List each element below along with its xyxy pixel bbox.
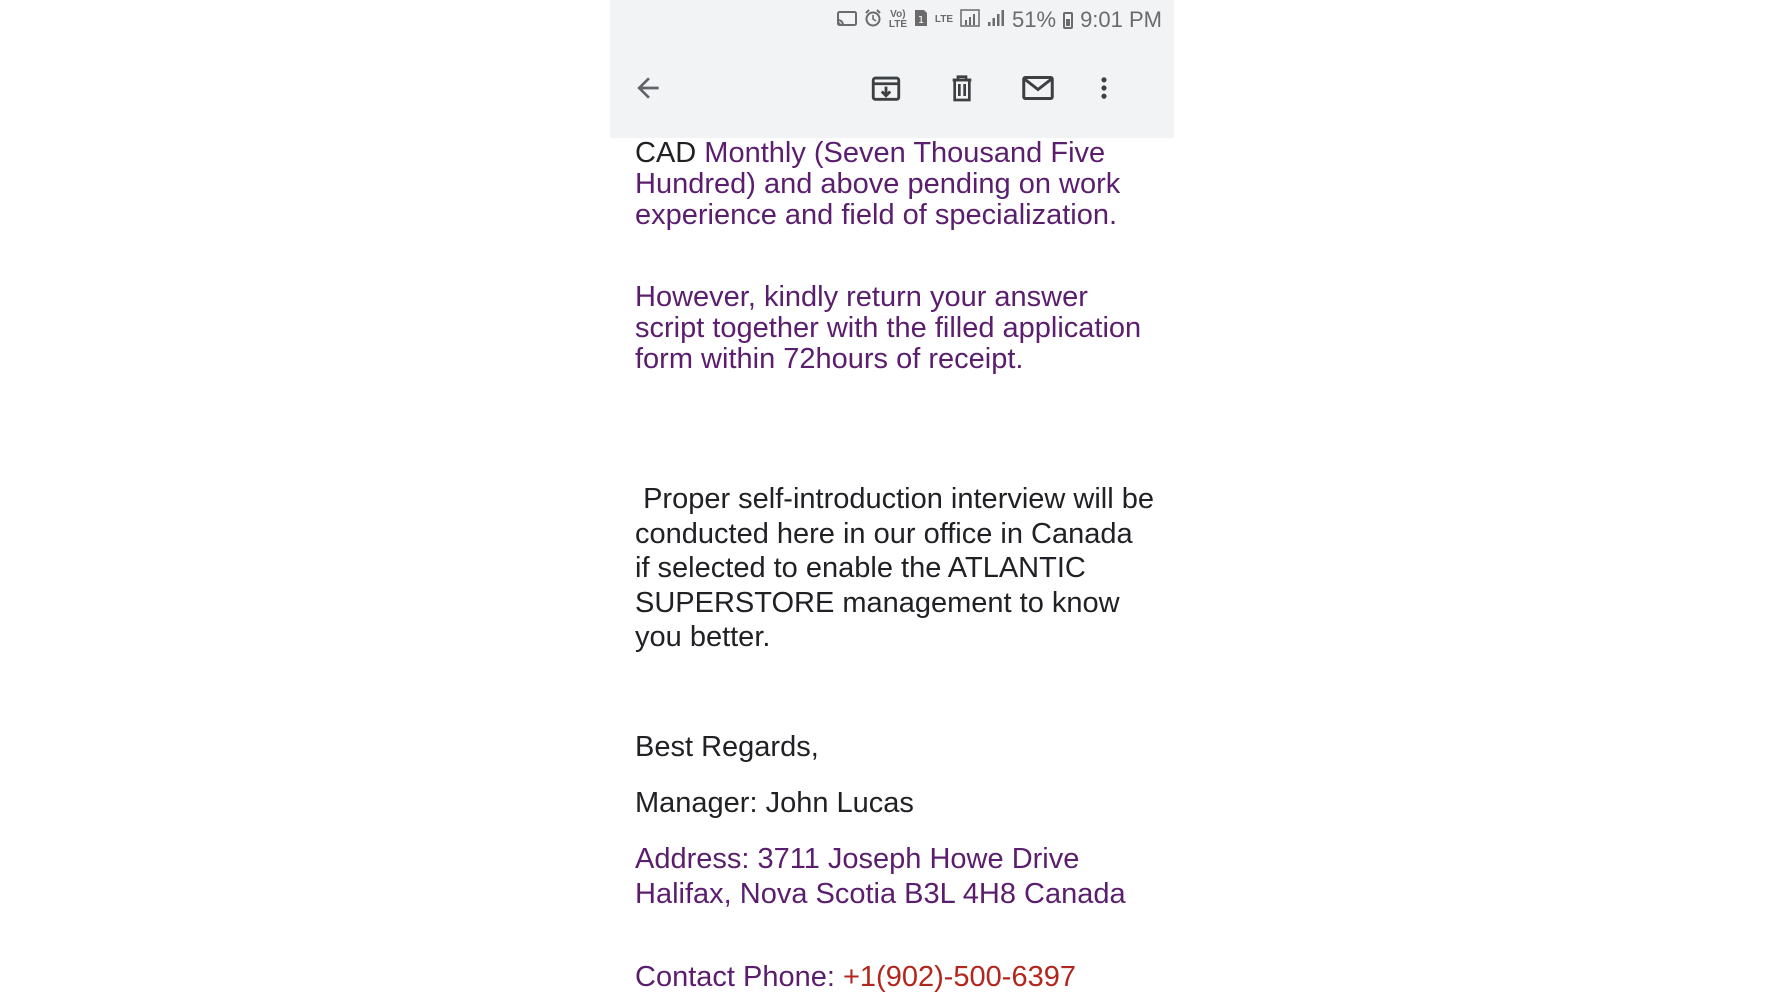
- regards: Best Regards,: [635, 731, 819, 763]
- phone-number-link[interactable]: +1(902)-500-6397: [842, 961, 1076, 993]
- status-bar: [837, 0, 1162, 40]
- return-instructions: However, kindly return your answer script together with the filled application form within 72hours of receipt.: [635, 281, 1142, 375]
- more-options-button[interactable]: [1084, 68, 1124, 108]
- back-button[interactable]: [628, 68, 668, 108]
- contact-phone: [635, 962, 1155, 993]
- salary-paragraph: [635, 138, 1155, 231]
- delete-button[interactable]: [942, 68, 982, 108]
- signal-icon-1: [960, 7, 980, 33]
- back-arrow-icon: [632, 72, 664, 104]
- mark-unread-icon: [1020, 70, 1056, 106]
- battery-percent: 51%: [1012, 7, 1057, 32]
- salary-details: Monthly (Seven Thousand Five Hundred) and above pending on work experience and field of specialization.: [635, 137, 1121, 231]
- archive-button[interactable]: [866, 68, 906, 108]
- sim-icon: [914, 7, 928, 33]
- cast-icon: [837, 7, 857, 33]
- delete-icon: [946, 72, 978, 104]
- contact-phone-label: Contact Phone:: [635, 961, 843, 993]
- archive-icon: [869, 71, 903, 105]
- app-top-bar: [610, 0, 1174, 138]
- signal-icon-2: [987, 7, 1005, 33]
- mark-unread-button[interactable]: [1018, 68, 1058, 108]
- address: Address: 3711 Joseph Howe Drive Halifax, Nova Scotia B3L 4H8 Canada: [635, 843, 1126, 910]
- manager-name: Manager: John Lucas: [635, 787, 914, 819]
- more-vert-icon: [1090, 74, 1118, 102]
- alarm-icon: [864, 7, 882, 33]
- phone-screen: [610, 0, 1174, 1000]
- battery-icon: [1063, 12, 1073, 29]
- email-toolbar: [610, 60, 1174, 116]
- salary-currency: CAD: [635, 137, 705, 169]
- svg-text:1: 1: [917, 15, 925, 26]
- lte-icon: LTE: [934, 14, 954, 25]
- interview-paragraph: Proper self-introduction interview will be conducted here in our office in Canada if selected to enable the ATLANTIC SUPERSTORE management to know you better.: [635, 483, 1163, 653]
- volte-icon: Vo) LTE: [888, 9, 908, 30]
- clock-time: 9:01 PM: [1080, 7, 1162, 32]
